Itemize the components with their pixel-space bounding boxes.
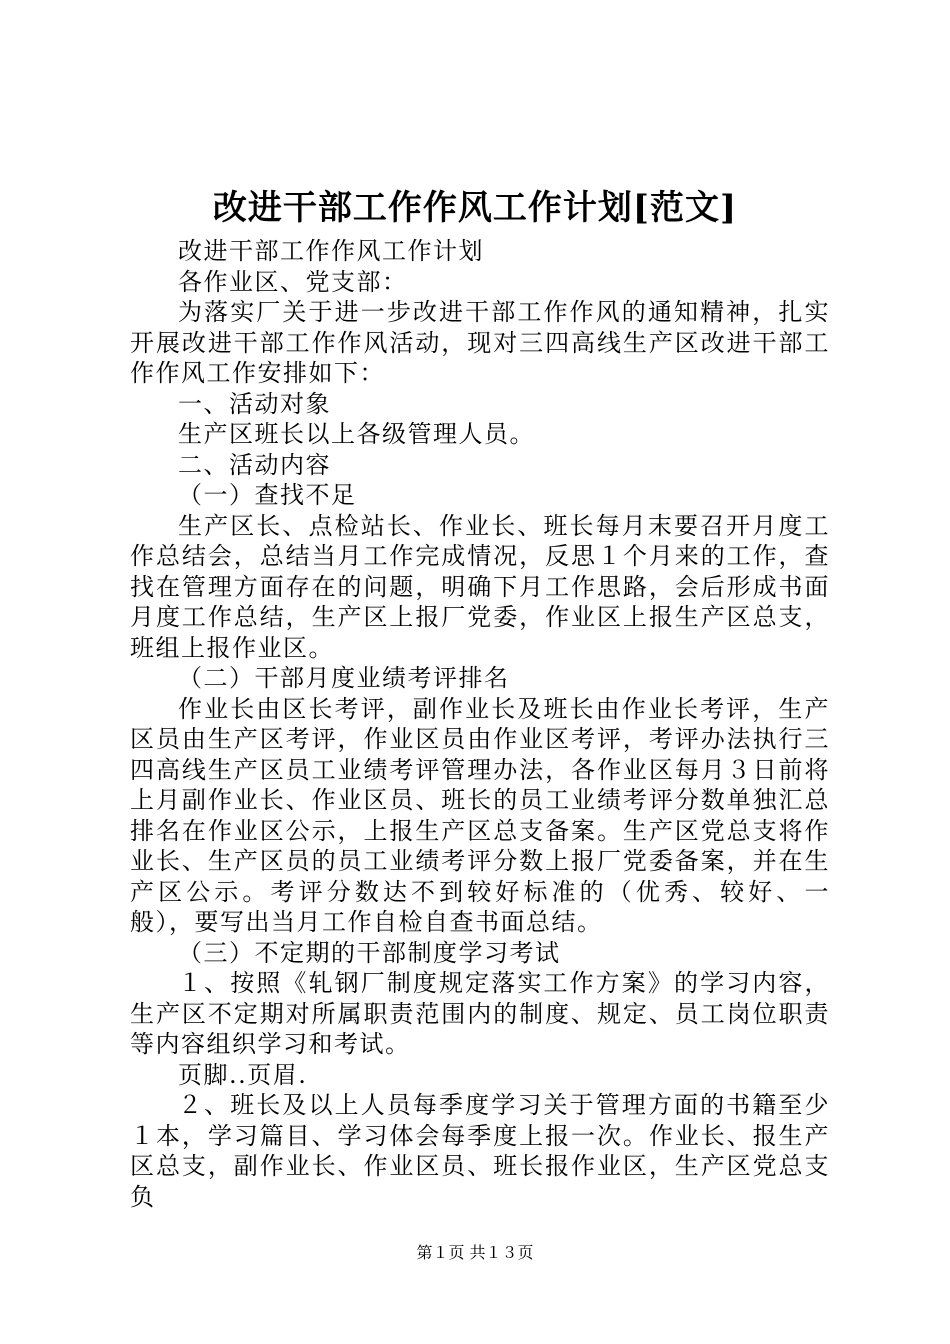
paragraph-study-exam-1: １、按照《轧钢厂制度规定落实工作方案》的学习内容，生产区不定期对所属职责范围内的制度、规定、员工岗位职责等内容组织学习和考试。 <box>130 969 830 1058</box>
heading-activity-target: 一、活动对象 <box>178 389 331 418</box>
heading-activity-content: 二、活动内容 <box>178 450 331 479</box>
subheading-study-exam: （三）不定期的干部制度学习考试 <box>178 938 561 967</box>
paragraph-header-footer-note: 页脚..页眉. <box>178 1060 308 1089</box>
paragraph-find-shortcomings: 生产区长、点检站长、作业长、班长每月末要召开月度工作总结会，总结当月工作完成情况，反思１个月来的工作，查找在管理方面存在的问题，明确下月工作思路，会后形成书面月度工作总结，生产区上报厂党委，作业区上报生产区总支，班组上报作业区。 <box>130 511 830 662</box>
document-title: 改进干部工作作风工作计划[范文] <box>212 188 738 228</box>
subheading-monthly-ranking: （二）干部月度业绩考评排名 <box>178 664 510 692</box>
page-footer: 第１页 共１３页 <box>416 1243 534 1262</box>
paragraph-salutation: 各作业区、党支部： <box>178 267 408 296</box>
paragraph-subtitle: 改进干部工作作风工作计划 <box>178 237 484 265</box>
paragraph-study-exam-2: ２、班长及以上人员每季度学习关于管理方面的书籍至少１本，学习篇目、学习体会每季度上报一次。作业长、报生产区总支，副作业长、作业区员、班长报作业区，生产区党总支负 <box>130 1091 830 1211</box>
subheading-find-shortcomings: （一）查找不足 <box>178 481 357 509</box>
document-body <box>130 236 830 1212</box>
paragraph-monthly-ranking: 作业长由区长考评，副作业长及班长由作业长考评，生产区员由生产区考评，作业区员由作业区考评，考评办法执行三四高线生产区员工业绩考评管理办法，各作业区每月３日前将上月副作业长、作业区员、班长的员工业绩考评分数单独汇总排名在作业区公示，上报生产区总支备案。生产区党总支将作业长、生产区员的员工业绩考评分数上报厂党委备案，并在生产区公示。考评分数达不到较好标准的（优秀、较好、一般），要写出当月工作自检自查书面总结。 <box>130 694 830 936</box>
paragraph-activity-target: 生产区班长以上各级管理人员。 <box>178 420 535 448</box>
paragraph-intro: 为落实厂关于进一步改进干部工作作风的通知精神，扎实开展改进干部工作作风活动，现对三四高线生产区改进干部工作作风工作安排如下： <box>130 298 830 387</box>
